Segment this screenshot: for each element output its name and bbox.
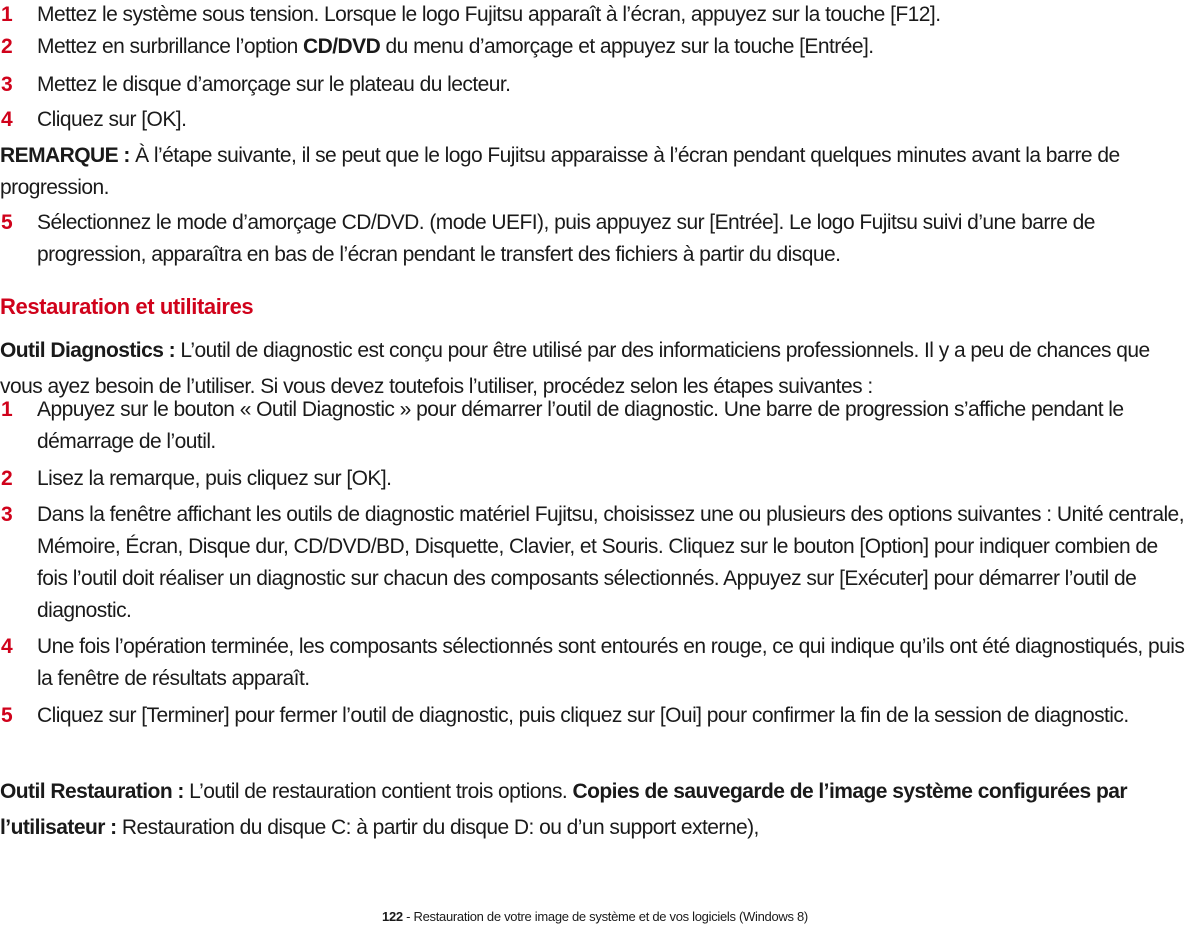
footer-title: - Restauration de votre image de système et de vos logiciels (Windows 8) <box>402 909 808 924</box>
remark-paragraph <box>0 140 1190 204</box>
step-number: 4 <box>1 635 13 658</box>
page-footer <box>0 908 1190 926</box>
diagnostics-label: Outil Diagnostics : <box>0 339 176 362</box>
step-text: Mettez en surbrillance l’option CD/DVD du menu d’amorçage et appuyez sur la touche [Entrée]. <box>37 35 874 58</box>
step-number: 3 <box>1 503 13 526</box>
step-text: Mettez le système sous tension. Lorsque le logo Fujitsu apparaît à l’écran, appuyez sur la touche [F12]. <box>37 3 941 26</box>
step-number: 3 <box>1 73 13 96</box>
step-text: Dans la fenêtre affichant les outils de diagnostic matériel Fujitsu, choisissez une ou plusieurs des options suivantes : Unité centrale, Mémoire, Écran, Disque dur, CD/DVD/BD, Disquette, Clavier, et Souris. Cliquez sur le bouton [Option] pour indiquer combien de fois l’outil doit réaliser un diagnostic sur chacun des composants sélectionnés. Appuyez sur [Exécuter] pour démarrer l’outil de diagnostic. <box>37 503 1184 622</box>
step-text: Sélectionnez le mode d’amorçage CD/DVD. (mode UEFI), puis appuyez sur [Entrée]. Le logo Fujitsu suivi d’une barre de progression, apparaîtra en bas de l’écran pendant le transfert des fichiers à partir du disque. <box>37 211 1095 266</box>
step-number: 5 <box>1 704 13 727</box>
remark-text: À l’étape suivante, il se peut que le logo Fujitsu apparaisse à l’écran pendant quelques minutes avant la barre de progression. <box>0 144 1120 199</box>
page-number: 122 <box>382 909 403 924</box>
step-number: 2 <box>1 467 13 490</box>
step-text: Cliquez sur [OK]. <box>37 108 187 131</box>
step-number: 1 <box>1 3 13 26</box>
step-text: Lisez la remarque, puis cliquez sur [OK]. <box>37 467 392 490</box>
section-heading: Restauration et utilitaires <box>0 294 254 319</box>
restoration-option-label: Copies de sauvegarde de l’image système configurées par l’utilisateur : <box>0 780 1127 839</box>
step-number: 2 <box>1 35 13 58</box>
option-name: CD/DVD <box>303 35 381 58</box>
diagnostics-text: L’outil de diagnostic est conçu pour être utilisé par des informaticiens professionnels. Il y a peu de chances que vous ayez besoin de l’utiliser. Si vous devez toutefois l’utiliser, procédez selon les étapes suivantes : <box>0 339 1150 398</box>
restoration-label: Outil Restauration : <box>0 780 184 803</box>
remark-label: REMARQUE : <box>0 144 130 167</box>
step-text: Une fois l’opération terminée, les composants sélectionnés sont entourés en rouge, ce qui indique qu’ils ont été diagnostiqués, puis la fenêtre de résultats apparaît. <box>37 635 1185 690</box>
step-text: Appuyez sur le bouton « Outil Diagnostic » pour démarrer l’outil de diagnostic. Une barre de progression s’affiche pendant le démarrage de l’outil. <box>37 398 1124 453</box>
step-number: 4 <box>1 108 13 131</box>
step-number: 5 <box>1 211 13 234</box>
restoration-paragraph: Outil Restauration : L’outil de restauration contient trois options. Copies de sauvegarde de l’image système configurées par l’utilisateur : Restauration du disque C: à partir du disque D: ou d’un support externe), <box>0 780 1127 839</box>
step-text: Cliquez sur [Terminer] pour fermer l’outil de diagnostic, puis cliquez sur [Oui] pour confirmer la fin de la session de diagnostic. <box>37 704 1129 727</box>
step-number: 1 <box>1 398 13 421</box>
step-text: Mettez le disque d’amorçage sur le plateau du lecteur. <box>37 73 511 96</box>
